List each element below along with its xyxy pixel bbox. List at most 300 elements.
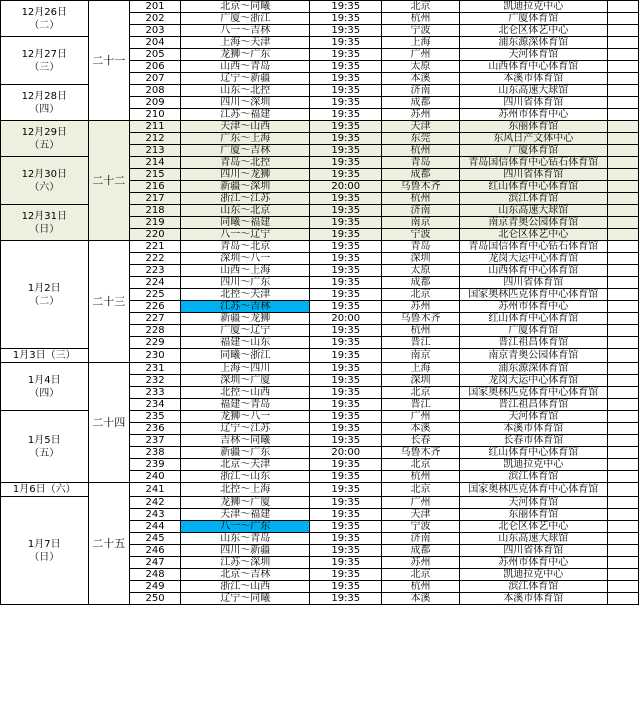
match-teams: 江苏～吉林 xyxy=(181,301,310,313)
match-venue: 山东高速大球馆 xyxy=(459,205,607,217)
match-teams: 浙江～山西 xyxy=(181,581,310,593)
blank-cell xyxy=(608,49,639,61)
match-time: 19:35 xyxy=(310,229,382,241)
match-number: 244 xyxy=(129,521,181,533)
match-city: 晋江 xyxy=(382,337,459,349)
match-venue: 凯迪拉克中心 xyxy=(459,1,607,13)
match-teams: 山东～青岛 xyxy=(181,533,310,545)
match-city: 杭州 xyxy=(382,325,459,337)
blank-cell xyxy=(608,375,639,387)
match-time: 19:35 xyxy=(310,133,382,145)
blank-cell xyxy=(608,533,639,545)
match-city: 宁波 xyxy=(382,25,459,37)
match-number: 246 xyxy=(129,545,181,557)
match-date: 12月28日 （四） xyxy=(1,85,89,121)
match-city: 上海 xyxy=(382,363,459,375)
match-teams: 吉林～同曦 xyxy=(181,435,310,447)
match-city: 成都 xyxy=(382,169,459,181)
match-venue: 南京青奥公园体育馆 xyxy=(459,349,607,363)
match-venue: 广厦体育馆 xyxy=(459,145,607,157)
match-teams: 北京～同曦 xyxy=(181,1,310,13)
match-time: 19:35 xyxy=(310,157,382,169)
blank-cell xyxy=(608,325,639,337)
match-number: 211 xyxy=(129,121,181,133)
match-time: 19:35 xyxy=(310,37,382,49)
match-number: 241 xyxy=(129,483,181,497)
match-time: 19:35 xyxy=(310,593,382,605)
match-number: 219 xyxy=(129,217,181,229)
blank-cell xyxy=(608,241,639,253)
match-time: 19:35 xyxy=(310,145,382,157)
blank-cell xyxy=(608,423,639,435)
blank-cell xyxy=(608,497,639,509)
match-venue: 本溪市体育馆 xyxy=(459,423,607,435)
match-venue: 浦东源深体育馆 xyxy=(459,363,607,375)
match-city: 本溪 xyxy=(382,423,459,435)
blank-cell xyxy=(608,133,639,145)
table-row xyxy=(1,1,639,13)
match-venue: 本溪市体育馆 xyxy=(459,73,607,85)
match-teams: 深圳～八一 xyxy=(181,253,310,265)
match-venue: 东丽体育馆 xyxy=(459,121,607,133)
match-teams: 江苏～福建 xyxy=(181,109,310,121)
match-teams: 广厦～吉林 xyxy=(181,145,310,157)
round-label: 二十四 xyxy=(88,363,129,483)
match-teams: 龙狮～八一 xyxy=(181,411,310,423)
blank-cell xyxy=(608,447,639,459)
blank-cell xyxy=(608,13,639,25)
match-number: 233 xyxy=(129,387,181,399)
match-time: 19:35 xyxy=(310,581,382,593)
match-venue: 南京青奥公园体育馆 xyxy=(459,217,607,229)
match-city: 北京 xyxy=(382,1,459,13)
match-venue: 国家奥林匹克体育中心体育馆 xyxy=(459,387,607,399)
match-number: 239 xyxy=(129,459,181,471)
match-venue: 山东高速大球馆 xyxy=(459,533,607,545)
match-number: 230 xyxy=(129,349,181,363)
match-number: 242 xyxy=(129,497,181,509)
match-time: 19:35 xyxy=(310,459,382,471)
match-number: 203 xyxy=(129,25,181,37)
match-venue: 浦东源深体育馆 xyxy=(459,37,607,49)
match-time: 19:35 xyxy=(310,241,382,253)
match-city: 济南 xyxy=(382,85,459,97)
match-time: 19:35 xyxy=(310,349,382,363)
match-time: 19:35 xyxy=(310,375,382,387)
blank-cell xyxy=(608,85,639,97)
match-city: 长春 xyxy=(382,435,459,447)
match-date: 1月4日 （四） xyxy=(1,363,89,411)
match-date: 12月30日 （六） xyxy=(1,157,89,205)
match-venue: 山西体育中心体育馆 xyxy=(459,265,607,277)
match-date: 1月5日 （五） xyxy=(1,411,89,483)
blank-cell xyxy=(608,109,639,121)
blank-cell xyxy=(608,145,639,157)
match-number: 221 xyxy=(129,241,181,253)
match-number: 213 xyxy=(129,145,181,157)
match-city: 成都 xyxy=(382,277,459,289)
match-date: 12月26日 （二） xyxy=(1,1,89,37)
match-teams: 山东～北控 xyxy=(181,85,310,97)
match-time: 19:35 xyxy=(310,497,382,509)
match-time: 19:35 xyxy=(310,509,382,521)
match-number: 218 xyxy=(129,205,181,217)
match-time: 19:35 xyxy=(310,193,382,205)
table-row xyxy=(1,483,639,497)
blank-cell xyxy=(608,411,639,423)
match-city: 济南 xyxy=(382,205,459,217)
match-teams: 新疆～深圳 xyxy=(181,181,310,193)
blank-cell xyxy=(608,399,639,411)
match-date: 1月6日（六） xyxy=(1,483,89,497)
match-city: 苏州 xyxy=(382,109,459,121)
match-venue: 红山体育中心体育馆 xyxy=(459,181,607,193)
match-number: 206 xyxy=(129,61,181,73)
match-teams: 青岛～北控 xyxy=(181,157,310,169)
table-row xyxy=(1,121,639,133)
match-city: 太原 xyxy=(382,61,459,73)
match-teams: 北京～天津 xyxy=(181,459,310,471)
match-teams: 广厦～辽宁 xyxy=(181,325,310,337)
match-time: 19:35 xyxy=(310,337,382,349)
blank-cell xyxy=(608,593,639,605)
blank-cell xyxy=(608,121,639,133)
match-time: 19:35 xyxy=(310,435,382,447)
match-number: 222 xyxy=(129,253,181,265)
match-city: 广州 xyxy=(382,497,459,509)
match-teams: 天津～福建 xyxy=(181,509,310,521)
match-teams: 同曦～浙江 xyxy=(181,349,310,363)
match-number: 228 xyxy=(129,325,181,337)
match-time: 19:35 xyxy=(310,277,382,289)
match-number: 240 xyxy=(129,471,181,483)
match-venue: 四川省体育馆 xyxy=(459,277,607,289)
blank-cell xyxy=(608,471,639,483)
match-teams: 八一～辽宁 xyxy=(181,229,310,241)
match-teams: 辽宁～新疆 xyxy=(181,73,310,85)
blank-cell xyxy=(608,193,639,205)
match-city: 乌鲁木齐 xyxy=(382,447,459,459)
match-venue: 四川省体育馆 xyxy=(459,545,607,557)
blank-cell xyxy=(608,253,639,265)
match-venue: 北仑区体艺中心 xyxy=(459,229,607,241)
match-city: 成都 xyxy=(382,545,459,557)
match-time: 19:35 xyxy=(310,471,382,483)
match-date: 1月3日（三） xyxy=(1,349,89,363)
match-number: 201 xyxy=(129,1,181,13)
match-number: 204 xyxy=(129,37,181,49)
blank-cell xyxy=(608,509,639,521)
match-time: 19:35 xyxy=(310,569,382,581)
schedule-body xyxy=(1,1,639,605)
match-venue: 龙岗大运中心体育馆 xyxy=(459,375,607,387)
match-venue: 国家奥林匹克体育中心体育馆 xyxy=(459,289,607,301)
match-venue: 滨江体育馆 xyxy=(459,471,607,483)
match-time: 19:35 xyxy=(310,521,382,533)
match-teams: 山东～北京 xyxy=(181,205,310,217)
match-city: 青岛 xyxy=(382,241,459,253)
match-venue: 国家奥林匹克体育中心体育馆 xyxy=(459,483,607,497)
match-time: 19:35 xyxy=(310,121,382,133)
match-teams: 龙狮～广厦 xyxy=(181,497,310,509)
match-number: 223 xyxy=(129,265,181,277)
match-city: 北京 xyxy=(382,387,459,399)
blank-cell xyxy=(608,521,639,533)
match-city: 杭州 xyxy=(382,471,459,483)
match-teams: 北控～山西 xyxy=(181,387,310,399)
match-number: 215 xyxy=(129,169,181,181)
blank-cell xyxy=(608,169,639,181)
match-time: 19:35 xyxy=(310,363,382,375)
round-label: 二十一 xyxy=(88,1,129,121)
match-teams: 辽宁～同曦 xyxy=(181,593,310,605)
table-row xyxy=(1,363,639,375)
match-city: 北京 xyxy=(382,459,459,471)
match-city: 济南 xyxy=(382,533,459,545)
match-city: 杭州 xyxy=(382,13,459,25)
match-city: 深圳 xyxy=(382,253,459,265)
blank-cell xyxy=(608,363,639,375)
blank-cell xyxy=(608,97,639,109)
match-venue: 苏州市体育中心 xyxy=(459,301,607,313)
blank-cell xyxy=(608,435,639,447)
blank-cell xyxy=(608,265,639,277)
match-date: 12月27日 （三） xyxy=(1,37,89,85)
match-city: 天津 xyxy=(382,121,459,133)
match-venue: 滨江体育馆 xyxy=(459,581,607,593)
match-number: 232 xyxy=(129,375,181,387)
match-teams: 天津～山西 xyxy=(181,121,310,133)
match-number: 214 xyxy=(129,157,181,169)
match-city: 北京 xyxy=(382,569,459,581)
match-number: 205 xyxy=(129,49,181,61)
match-venue: 山东高速大球馆 xyxy=(459,85,607,97)
match-city: 北京 xyxy=(382,289,459,301)
match-city: 太原 xyxy=(382,265,459,277)
blank-cell xyxy=(608,217,639,229)
match-venue: 北仑区体艺中心 xyxy=(459,521,607,533)
match-teams: 四川～深圳 xyxy=(181,97,310,109)
match-venue: 四川省体育馆 xyxy=(459,97,607,109)
match-teams: 四川～广东 xyxy=(181,277,310,289)
blank-cell xyxy=(608,25,639,37)
match-time: 19:35 xyxy=(310,289,382,301)
match-time: 19:35 xyxy=(310,399,382,411)
match-number: 210 xyxy=(129,109,181,121)
match-time: 19:35 xyxy=(310,217,382,229)
match-teams: 辽宁～江苏 xyxy=(181,423,310,435)
match-venue: 红山体育中心体育馆 xyxy=(459,313,607,325)
match-number: 238 xyxy=(129,447,181,459)
match-venue: 长春市体育馆 xyxy=(459,435,607,447)
match-number: 224 xyxy=(129,277,181,289)
match-city: 杭州 xyxy=(382,581,459,593)
match-time: 19:35 xyxy=(310,253,382,265)
match-number: 247 xyxy=(129,557,181,569)
blank-cell xyxy=(608,581,639,593)
match-teams: 深圳～广厦 xyxy=(181,375,310,387)
blank-cell xyxy=(608,301,639,313)
match-time: 19:35 xyxy=(310,169,382,181)
match-teams: 江苏～深圳 xyxy=(181,557,310,569)
match-time: 19:35 xyxy=(310,423,382,435)
match-time: 19:35 xyxy=(310,411,382,423)
match-teams: 青岛～北京 xyxy=(181,241,310,253)
match-time: 19:35 xyxy=(310,205,382,217)
match-venue: 红山体育中心体育馆 xyxy=(459,447,607,459)
match-venue: 本溪市体育馆 xyxy=(459,593,607,605)
match-time: 19:35 xyxy=(310,1,382,13)
blank-cell xyxy=(608,277,639,289)
blank-cell xyxy=(608,61,639,73)
match-teams: 新疆～龙狮 xyxy=(181,313,310,325)
match-city: 苏州 xyxy=(382,301,459,313)
match-teams: 八一～吉林 xyxy=(181,25,310,37)
match-time: 20:00 xyxy=(310,181,382,193)
match-time: 19:35 xyxy=(310,13,382,25)
round-label: 二十三 xyxy=(88,241,129,363)
match-venue: 东丽体育馆 xyxy=(459,509,607,521)
blank-cell xyxy=(608,157,639,169)
match-date: 12月29日 （五） xyxy=(1,121,89,157)
match-time: 19:35 xyxy=(310,325,382,337)
match-date: 1月7日 （日） xyxy=(1,497,89,605)
match-venue: 广厦体育馆 xyxy=(459,325,607,337)
match-number: 245 xyxy=(129,533,181,545)
blank-cell xyxy=(608,73,639,85)
match-number: 226 xyxy=(129,301,181,313)
match-number: 231 xyxy=(129,363,181,375)
match-venue: 天河体育馆 xyxy=(459,497,607,509)
match-city: 成都 xyxy=(382,97,459,109)
match-city: 晋江 xyxy=(382,399,459,411)
match-city: 本溪 xyxy=(382,73,459,85)
match-teams: 同曦～福建 xyxy=(181,217,310,229)
match-venue: 晋江祖昌体育馆 xyxy=(459,399,607,411)
match-date: 1月2日 （二） xyxy=(1,241,89,349)
match-city: 北京 xyxy=(382,483,459,497)
match-city: 天津 xyxy=(382,509,459,521)
match-number: 209 xyxy=(129,97,181,109)
match-teams: 广厦～浙江 xyxy=(181,13,310,25)
match-city: 南京 xyxy=(382,217,459,229)
match-venue: 四川省体育馆 xyxy=(459,169,607,181)
blank-cell xyxy=(608,545,639,557)
match-venue: 青岛国信体育中心钻石体育馆 xyxy=(459,241,607,253)
match-venue: 苏州市体育中心 xyxy=(459,557,607,569)
match-time: 19:35 xyxy=(310,61,382,73)
match-number: 229 xyxy=(129,337,181,349)
match-city: 深圳 xyxy=(382,375,459,387)
match-date: 12月31日 （日） xyxy=(1,205,89,241)
match-teams: 北控～天津 xyxy=(181,289,310,301)
blank-cell xyxy=(608,557,639,569)
match-teams: 浙江～江苏 xyxy=(181,193,310,205)
match-number: 202 xyxy=(129,13,181,25)
blank-cell xyxy=(608,181,639,193)
match-time: 19:35 xyxy=(310,387,382,399)
match-number: 235 xyxy=(129,411,181,423)
table-row xyxy=(1,241,639,253)
match-venue: 凯迪拉克中心 xyxy=(459,569,607,581)
match-teams: 龙狮～广东 xyxy=(181,49,310,61)
match-venue: 北仑区体艺中心 xyxy=(459,25,607,37)
match-time: 20:00 xyxy=(310,447,382,459)
blank-cell xyxy=(608,349,639,363)
round-label: 二十二 xyxy=(88,121,129,241)
match-city: 东莞 xyxy=(382,133,459,145)
match-venue: 凯迪拉克中心 xyxy=(459,459,607,471)
match-venue: 东风日产文体中心 xyxy=(459,133,607,145)
blank-cell xyxy=(608,1,639,13)
match-teams: 广东～上海 xyxy=(181,133,310,145)
match-teams: 山西～青岛 xyxy=(181,61,310,73)
match-teams: 北控～上海 xyxy=(181,483,310,497)
match-teams: 上海～四川 xyxy=(181,363,310,375)
match-teams: 山西～上海 xyxy=(181,265,310,277)
match-number: 208 xyxy=(129,85,181,97)
match-city: 杭州 xyxy=(382,193,459,205)
match-number: 234 xyxy=(129,399,181,411)
match-teams: 四川～新疆 xyxy=(181,545,310,557)
match-venue: 晋江祖昌体育馆 xyxy=(459,337,607,349)
match-time: 19:35 xyxy=(310,109,382,121)
match-time: 19:35 xyxy=(310,73,382,85)
match-city: 上海 xyxy=(382,37,459,49)
match-teams: 福建～山东 xyxy=(181,337,310,349)
match-number: 212 xyxy=(129,133,181,145)
match-number: 243 xyxy=(129,509,181,521)
blank-cell xyxy=(608,387,639,399)
match-city: 宁波 xyxy=(382,521,459,533)
blank-cell xyxy=(608,459,639,471)
match-city: 杭州 xyxy=(382,145,459,157)
blank-cell xyxy=(608,313,639,325)
match-number: 249 xyxy=(129,581,181,593)
match-number: 248 xyxy=(129,569,181,581)
match-teams: 福建～青岛 xyxy=(181,399,310,411)
match-number: 236 xyxy=(129,423,181,435)
blank-cell xyxy=(608,37,639,49)
match-number: 250 xyxy=(129,593,181,605)
blank-cell xyxy=(608,205,639,217)
match-number: 216 xyxy=(129,181,181,193)
blank-cell xyxy=(608,483,639,497)
match-city: 青岛 xyxy=(382,157,459,169)
match-city: 苏州 xyxy=(382,557,459,569)
match-city: 广州 xyxy=(382,411,459,423)
blank-cell xyxy=(608,337,639,349)
blank-cell xyxy=(608,289,639,301)
match-teams: 新疆～广东 xyxy=(181,447,310,459)
match-venue: 龙岗大运中心体育馆 xyxy=(459,253,607,265)
match-teams: 上海～天津 xyxy=(181,37,310,49)
match-venue: 广厦体育馆 xyxy=(459,13,607,25)
match-venue: 滨江体育馆 xyxy=(459,193,607,205)
match-teams: 八一～广东 xyxy=(181,521,310,533)
match-time: 19:35 xyxy=(310,557,382,569)
match-venue: 山西体育中心体育馆 xyxy=(459,61,607,73)
match-number: 217 xyxy=(129,193,181,205)
match-teams: 四川～龙狮 xyxy=(181,169,310,181)
match-number: 237 xyxy=(129,435,181,447)
match-time: 20:00 xyxy=(310,313,382,325)
match-time: 19:35 xyxy=(310,301,382,313)
match-venue: 天河体育馆 xyxy=(459,49,607,61)
match-time: 19:35 xyxy=(310,49,382,61)
match-time: 19:35 xyxy=(310,85,382,97)
match-venue: 苏州市体育中心 xyxy=(459,109,607,121)
